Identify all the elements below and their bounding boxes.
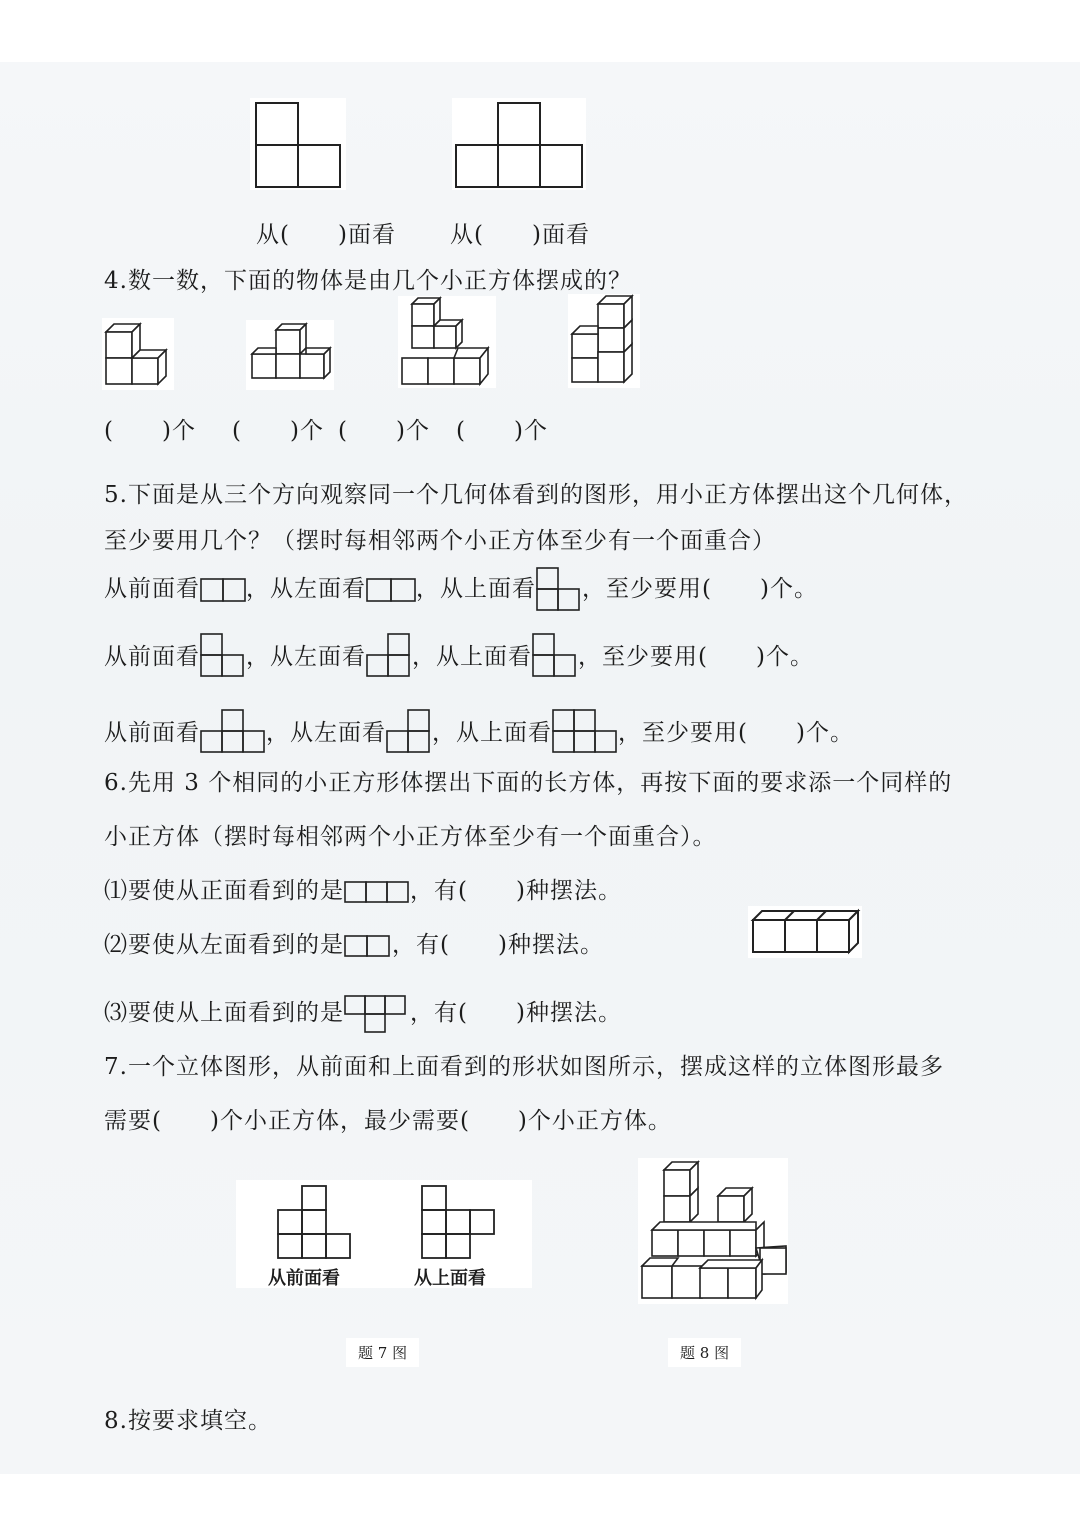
q4-answer-2: ( )个 [232, 418, 324, 444]
q4-cube-figure-4 [568, 294, 640, 388]
q7-figure [236, 1180, 532, 1288]
q5-row3-front-label: 从前面看 [104, 720, 200, 746]
q5-row-2 [104, 632, 814, 678]
q6-item-1 [104, 872, 622, 905]
q5-row2-top-label: ，从上面看 [412, 644, 532, 670]
q8-cube-figure [638, 1158, 788, 1304]
q7-figure-caption: 题 7 图 [346, 1338, 419, 1367]
q6-item3-label: ⑶要使从上面看到的是 [104, 1000, 344, 1026]
q5-note: 至少要用几个？（摆时每相邻两个小正方体至少有一个面重合） [104, 528, 776, 554]
q7-top-view-label: 从上面看 [414, 1268, 486, 1289]
q5-row2-left-label: ，从左面看 [246, 644, 366, 670]
q3-label-2: 从( )面看 [450, 222, 590, 248]
q6-item-2 [104, 926, 604, 959]
q5-row2-answer: ，至少要用( )个。 [578, 644, 814, 670]
q5-row-3 [104, 708, 854, 754]
q6-cuboid-figure [748, 906, 862, 958]
q7-front-view-label: 从前面看 [268, 1268, 340, 1289]
q6-question: 6.先用 3 个相同的小正方形体摆出下面的长方体，再按下面的要求添一个同样的 [104, 770, 953, 796]
q7-answer-line: 需要( )个小正方体，最少需要( )个小正方体。 [104, 1108, 672, 1134]
q6-item2-label: ⑵要使从左面看到的是 [104, 932, 344, 958]
q4-answer-4: ( )个 [456, 418, 548, 444]
q4-cube-figure-1 [102, 318, 174, 390]
q5-row3-left-label: ，从左面看 [266, 720, 386, 746]
q4-cube-figure-2 [246, 320, 334, 390]
q5-row1-answer: ，至少要用( )个。 [582, 576, 818, 602]
q4-cube-figure-3 [398, 296, 496, 388]
q5-row1-left-label: ，从左面看 [246, 576, 366, 602]
q6-item1-label: ⑴要使从正面看到的是 [104, 878, 344, 904]
q5-row1-top-label: ，从上面看 [416, 576, 536, 602]
q6-item2-answer: ，有( )种摆法。 [392, 932, 604, 958]
q5-row3-answer: ，至少要用( )个。 [618, 720, 854, 746]
q4-question: 4.数一数，下面的物体是由几个小正方体摆成的？ [104, 268, 632, 294]
q3-view-2 [452, 98, 586, 190]
q5-question: 5.下面是从三个方向观察同一个几何体看到的图形，用小正方体摆出这个几何体， [104, 482, 968, 508]
q8-question: 8.按要求填空。 [104, 1408, 272, 1434]
q5-row3-top-label: ，从上面看 [432, 720, 552, 746]
q6-item1-answer: ，有( )种摆法。 [410, 878, 622, 904]
q5-row-1 [104, 566, 818, 612]
q4-answer-1: ( )个 [104, 418, 196, 444]
q8-figure-caption: 题 8 图 [668, 1338, 741, 1367]
q5-row2-front-label: 从前面看 [104, 644, 200, 670]
q3-view-1 [250, 98, 346, 190]
q4-answer-3: ( )个 [338, 418, 430, 444]
q7-question: 7.一个立体图形，从前面和上面看到的形状如图所示，摆成这样的立体图形最多 [104, 1054, 944, 1080]
q5-row1-front-label: 从前面看 [104, 576, 200, 602]
q6-item-3 [104, 994, 622, 1034]
q6-note: 小正方体（摆时每相邻两个小正方体至少有一个面重合）。 [104, 824, 717, 850]
q3-label-1: 从( )面看 [256, 222, 396, 248]
q6-item3-answer: ，有( )种摆法。 [410, 1000, 622, 1026]
